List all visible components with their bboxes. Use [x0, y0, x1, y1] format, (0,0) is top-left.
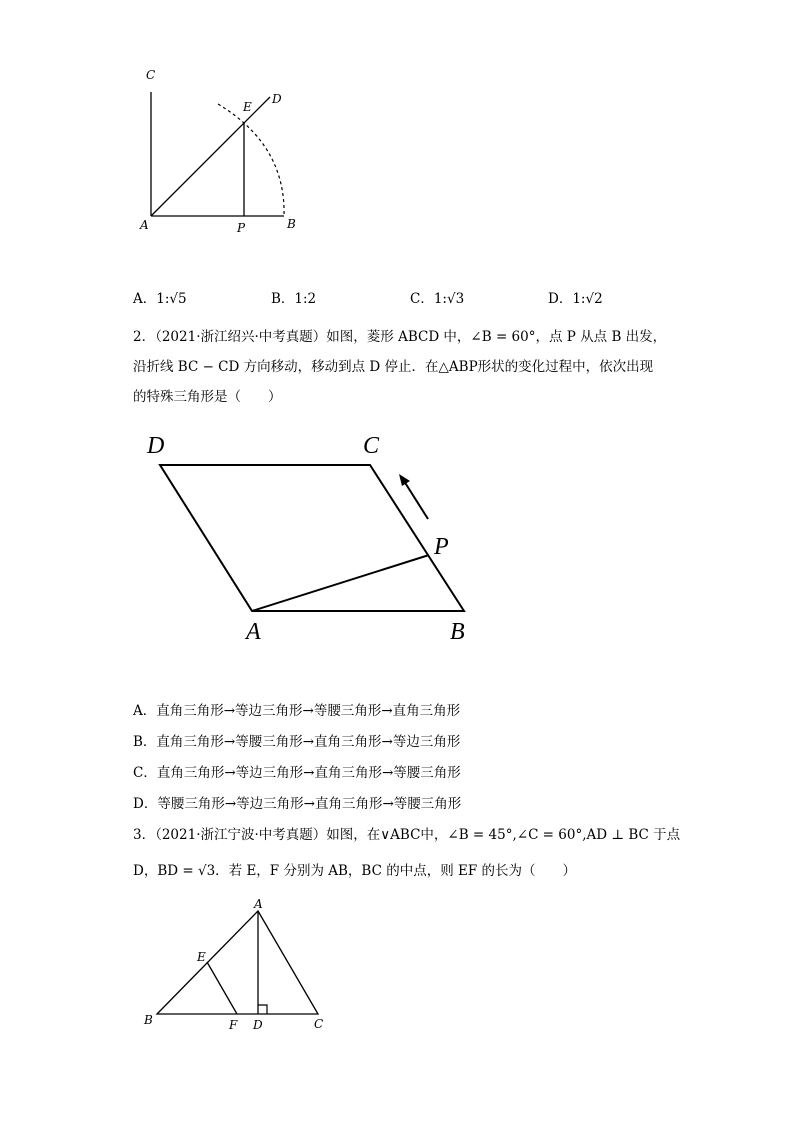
label-C: C — [314, 1017, 324, 1031]
label-A: A — [254, 897, 263, 911]
label-B: B — [144, 1013, 153, 1027]
q1-option-b[interactable]: B．1:2 — [271, 291, 317, 307]
label-C: C — [363, 433, 380, 459]
q2-option-d[interactable]: D．等腰三角形→等边三角形→直角三角形→等腰三角形 — [133, 796, 462, 812]
label-D: D — [147, 433, 165, 459]
label-E: E — [243, 100, 252, 114]
label-B: B — [450, 619, 465, 645]
label-C: C — [146, 68, 156, 82]
q2-stem-line-3: 的特殊三角形是（ ） — [133, 389, 282, 405]
q1-option-c[interactable]: C．1:√3 — [410, 291, 465, 307]
label-D: D — [253, 1018, 263, 1032]
label-A: A — [140, 218, 149, 232]
q3-stem-line-1: 3．（2021·浙江宁波·中考真题）如图，在∨ABC中，∠B = 45°,∠C = 60°,AD ⊥ BC 于点 — [133, 827, 681, 843]
label-P: P — [237, 221, 246, 235]
q2-option-a[interactable]: A．直角三角形→等边三角形→等腰三角形→直角三角形 — [133, 703, 461, 719]
q2-option-c[interactable]: C．直角三角形→等边三角形→直角三角形→等腰三角形 — [133, 765, 461, 781]
label-F: F — [229, 1018, 238, 1032]
q2-stem-line-2: 沿折线 BC − CD 方向移动，移动到点 D 停止．在△ABP形状的变化过程中，依次出现 — [133, 359, 654, 375]
label-B: B — [287, 217, 296, 231]
label-E: E — [197, 950, 206, 964]
q1-option-d[interactable]: D．1:√2 — [548, 291, 603, 307]
q2-option-b[interactable]: B．直角三角形→等腰三角形→直角三角形→等边三角形 — [133, 734, 461, 750]
label-A: A — [246, 619, 261, 645]
q1-option-a[interactable]: A．1:√5 — [133, 291, 187, 307]
label-P: P — [434, 534, 449, 560]
label-D: D — [272, 92, 282, 106]
q3-stem-line-2: D，BD = √3．若 E，F 分别为 AB，BC 的中点，则 EF 的长为（ ） — [133, 863, 577, 879]
q2-stem-line-1: 2．（2021·浙江绍兴·中考真题）如图，菱形 ABCD 中，∠B = 60°，点 P 从点 B 出发， — [133, 329, 667, 345]
